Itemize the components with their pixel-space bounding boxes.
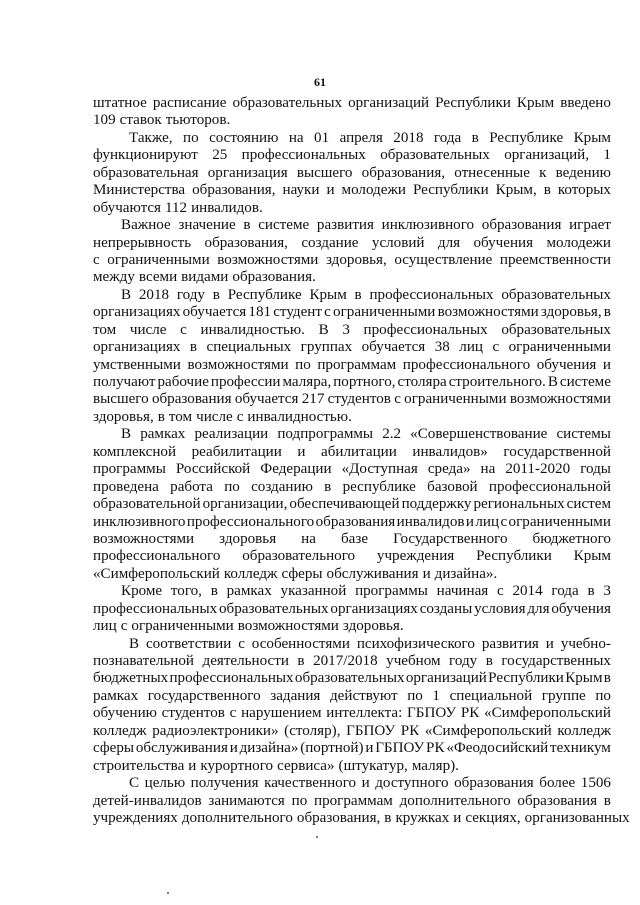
- paragraph: [93, 287, 611, 427]
- text-line: бюджетных профессиональных образовательных организаций Республики Крым в: [93, 670, 611, 687]
- text-line: В соответствии с особенностями психофизического развития и учебно-: [129, 635, 611, 652]
- text-line: между всеми видами образования.: [93, 269, 316, 286]
- text-line: Кроме того, в рамках указанной программы начиная с 2014 года в 3: [121, 583, 611, 600]
- text-line: том числе с инвалидностью. В 3 профессиональных образовательных: [93, 321, 611, 338]
- text-line: сферы обслуживания и дизайна» (портной) и ГБПОУ РК «Феодосийский техникум: [93, 740, 611, 757]
- text-line: получают рабочие профессии маляра, портного, столяра строительного. В системе: [93, 374, 611, 390]
- text-line: лиц с ограниченными возможностями здоровья.: [93, 618, 404, 635]
- text-line: организациях в специальных группах обучается 38 лиц с ограниченными: [93, 339, 611, 356]
- text-line: проведена работа по созданию в республике базовой профессиональной: [93, 478, 611, 495]
- text-line: с ограниченными возможностями здоровья, осуществление преемственности: [93, 251, 611, 268]
- text-line: Также, по состоянию на 01 апреля 2018 года в Республике Крым: [129, 129, 611, 146]
- text-line: обучаются 112 инвалидов.: [93, 199, 263, 216]
- text-line: образовательная организация высшего образования, отнесенные к ведению: [93, 164, 611, 181]
- text-line: умственными возможностями по программам профессионального обучения и: [93, 356, 611, 373]
- text-line: Важное значение в системе развития инклюзивного образования играет: [121, 217, 611, 234]
- paragraph: [93, 95, 611, 130]
- text-line: Министерства образования, науки и молодежи Республики Крым, в которых: [93, 182, 611, 199]
- text-line: обучению студентов с нарушением интеллекта: ГБПОУ РК «Симферопольский: [93, 705, 611, 722]
- text-line: профессиональных образовательных организациях созданы условия для обучения: [93, 600, 611, 617]
- text-line: функционируют 25 профессиональных образовательных организаций, 1: [93, 147, 611, 164]
- text-line: 109 ставок тьюторов.: [93, 112, 231, 129]
- text-line: возможностями здоровья на базе Государственного бюджетного: [93, 530, 611, 547]
- text-line: инклюзивного профессионального образования инвалидов и лиц с ограниченными: [93, 513, 611, 530]
- text-line: непрерывность образования, создание условий для обучения молодежи: [93, 234, 611, 251]
- text-line: штатное расписание образовательных организаций Республики Крым введено: [93, 95, 611, 111]
- text-line: образовательной организации, обеспечивающей поддержку региональных систем: [93, 496, 611, 513]
- scan-speck: [316, 836, 318, 838]
- text-line: здоровья, в том числе с инвалидностью.: [93, 408, 352, 425]
- paragraph: [93, 426, 611, 583]
- paragraph: [93, 217, 611, 287]
- text-line: программы Российской Федерации «Доступная среда» на 2011-2020 годы: [93, 461, 611, 478]
- text-line: колледж радиоэлектроники» (столяр), ГБПОУ РК «Симферопольский колледж: [93, 722, 611, 739]
- scan-speck: [167, 892, 169, 894]
- page-number: 61: [314, 75, 326, 89]
- paragraph: [93, 583, 611, 635]
- text-line: строительства и курортного сервиса» (штукатур, маляр).: [93, 757, 459, 774]
- document-body: [93, 95, 630, 827]
- text-line: рамках государственного задания действуют по 1 специальной группе по: [93, 687, 611, 704]
- text-line: профессионального образовательного учреждения Республики Крым: [93, 548, 611, 565]
- text-line: учреждениях дополнительного образования, в кружках и секциях, организованных: [93, 809, 630, 826]
- paragraph: [93, 130, 611, 217]
- paragraph: [93, 775, 630, 827]
- text-line: В рамках реализации подпрограммы 2.2 «Совершенствование системы: [121, 426, 611, 443]
- text-line: организациях обучается 181 студент с ограниченными возможностями здоровья, в: [93, 304, 611, 321]
- text-line: познавательной деятельности в 2017/2018 учебном году в государственных: [93, 653, 611, 669]
- paragraph: [93, 636, 611, 776]
- text-line: С целью получения качественного и доступного образования более 1506: [129, 775, 611, 792]
- text-line: «Симферопольский колледж сферы обслуживания и дизайна».: [93, 565, 498, 582]
- text-line: В 2018 году в Республике Крым в профессиональных образовательных: [121, 286, 611, 303]
- text-line: детей-инвалидов занимаются по программам дополнительного образования в: [93, 792, 611, 809]
- text-line: комплексной реабилитации и абилитации инвалидов» государственной: [93, 443, 611, 460]
- text-line: высшего образования обучается 217 студентов с ограниченными возможностями: [93, 391, 611, 408]
